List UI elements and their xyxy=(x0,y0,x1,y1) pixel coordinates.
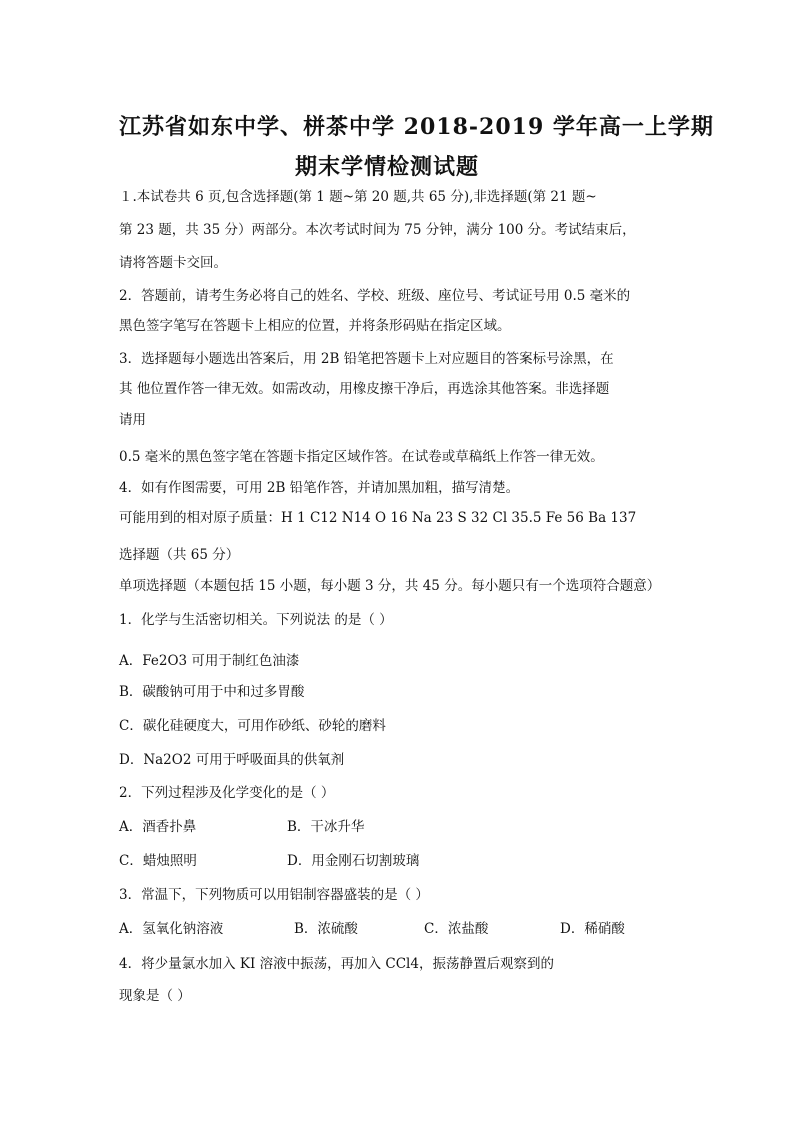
instruction-1b: 第 23 题，共 35 分）两部分。本次考试时间为 75 分钟，满分 100 分。考试结束后， xyxy=(119,222,636,238)
question-3-stem: 3．常温下，下列物质可以用铝制容器盛装的是（ ） xyxy=(119,887,429,903)
atomic-mass-line: 可能用到的相对原子质量：H 1 C12 N14 O 16 Na 23 S 32 Cl 35.5 Fe 56 Ba 137 xyxy=(119,510,637,526)
instruction-2b: 黑色签字笔写在答题卡上相应的位置，并将条形码贴在指定区域。 xyxy=(119,318,511,334)
question-2-stem: 2．下列过程涉及化学变化的是（ ） xyxy=(119,785,335,801)
instruction-2a: 2．答题前，请考生务必将自己的姓名、学校、班级、座位号、考试证号用 0.5 毫米的 xyxy=(119,288,631,304)
question-3-option-b: B．浓硫酸 xyxy=(294,921,358,937)
question-2-option-b: B．干冰升华 xyxy=(287,819,365,835)
instruction-3b: 其 他位置作答一律无效。如需改动，用橡皮擦干净后，再选涂其他答案。非选择题 xyxy=(119,381,610,397)
question-2-option-a: A．酒香扑鼻 xyxy=(119,819,197,835)
section-subheading: 单项选择题（本题包括 15 小题，每小题 3 分，共 45 分。每小题只有一个选项符合题意） xyxy=(119,578,661,594)
instruction-3c: 请用 xyxy=(119,412,146,428)
page-title-line2: 期末学情检测试题 xyxy=(295,154,480,180)
question-3-option-d: D．稀硝酸 xyxy=(560,921,625,937)
question-1-option-a: A．Fe2O3 可用于制红色油漆 xyxy=(119,653,300,669)
instruction-1a: １.本试卷共 6 页,包含选择题(第 1 题~第 20 题,共 65 分),非选择题(第 21 题~ xyxy=(119,189,597,205)
question-1-option-c: C．碳化硅硬度大，可用作砂纸、砂轮的磨料 xyxy=(119,718,386,734)
question-3-option-a: A．氢氧化钠溶液 xyxy=(119,921,224,937)
instruction-4: 4．如有作图需要，可用 2B 铅笔作答，并请加黑加粗，描写清楚。 xyxy=(119,480,520,496)
instruction-1c: 请将答题卡交回。 xyxy=(119,255,227,271)
page-title-line1: 江苏省如东中学、栟茶中学 2018-2019 学年高一上学期 xyxy=(119,114,714,140)
question-2-option-c: C．蜡烛照明 xyxy=(119,853,197,869)
instruction-3a: 3．选择题每小题选出答案后，用 2B 铅笔把答题卡上对应题目的答案标号涂黑，在 xyxy=(119,351,614,367)
question-1-option-d: D．Na2O2 可用于呼吸面具的供氧剂 xyxy=(119,752,345,768)
question-1-option-b: B．碳酸钠可用于中和过多胃酸 xyxy=(119,684,305,700)
section-heading: 选择题（共 65 分） xyxy=(119,547,240,563)
question-1-stem: 1．化学与生活密切相关。下列说法 的是（ ） xyxy=(119,612,393,628)
question-4-stem-a: 4．将少量氯水加入 KI 溶液中振荡，再加入 CCl4，振荡静置后观察到的 xyxy=(119,956,554,972)
question-2-option-d: D．用金刚石切割玻璃 xyxy=(287,853,420,869)
instruction-3d: 0.5 毫米的黑色签字笔在答题卡指定区域作答。在试卷或草稿纸上作答一律无效。 xyxy=(119,449,604,465)
question-3-option-c: C．浓盐酸 xyxy=(424,921,489,937)
question-4-stem-b: 现象是（ ） xyxy=(119,988,191,1004)
